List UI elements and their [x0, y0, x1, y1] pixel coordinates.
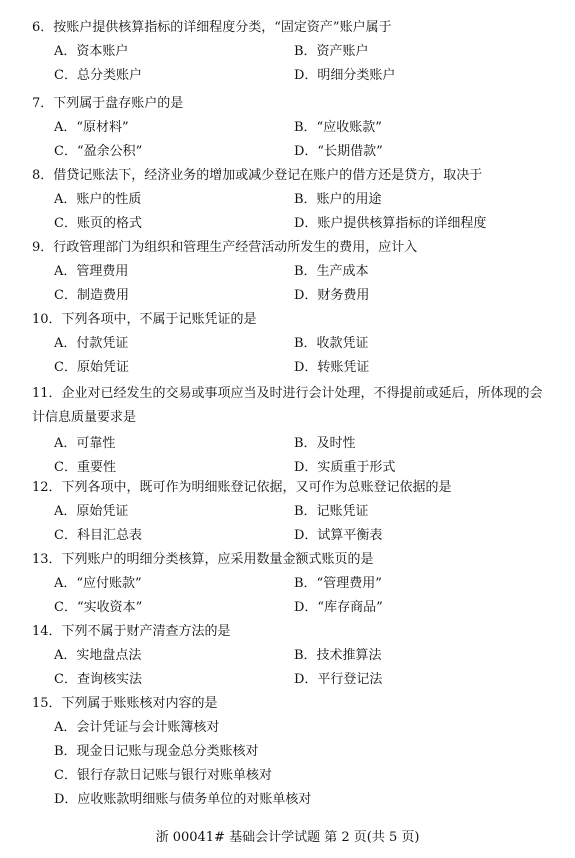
option-d: D．转账凭证: [294, 360, 370, 375]
option-c: C．科目汇总表: [54, 528, 142, 543]
option-c: C．重要性: [54, 460, 116, 475]
option-d: D．“库存商品”: [294, 600, 383, 615]
option-b: B．资产账户: [294, 44, 369, 59]
option-c: C．总分类账户: [54, 68, 142, 83]
question-6: [32, 18, 552, 86]
question-7: [32, 94, 552, 162]
option-a: A．付款凭证: [54, 336, 129, 351]
option-a: A．“原材料”: [54, 120, 129, 135]
option-b: B．账户的用途: [294, 192, 382, 207]
option-a: A．可靠性: [54, 436, 116, 451]
question-14: [32, 622, 552, 690]
question-11: [32, 382, 552, 478]
option-a: A．资本账户: [54, 44, 129, 59]
question-stem: 7．下列属于盘存账户的是: [32, 96, 184, 111]
question-stem: 6．按账户提供核算指标的详细程度分类，“固定资产”账户属于: [32, 20, 392, 35]
option-b: B．“管理费用”: [294, 576, 382, 591]
options: [54, 434, 552, 478]
question-15: [32, 694, 552, 810]
options: [54, 334, 552, 378]
question-10: [32, 310, 552, 378]
option-d: D．账户提供核算指标的详细程度: [294, 216, 487, 231]
option-c: C．“盈余公积”: [54, 144, 143, 159]
option-a: A．管理费用: [54, 264, 129, 279]
question-stem: 10．下列各项中，不属于记账凭证的是: [32, 312, 257, 327]
question-8: [32, 166, 552, 234]
options: [54, 574, 552, 618]
page-footer: 浙 00041# 基础会计学试题 第 2 页(共 5 页): [155, 830, 420, 845]
options: [54, 502, 552, 546]
options: [54, 646, 552, 690]
option-a: A．实地盘点法: [54, 648, 142, 663]
option-b: B．技术推算法: [294, 648, 382, 663]
question-stem: 11．企业对已经发生的交易或事项应当及时进行会计处理，不得提前或延后，所体现的会计信息质量要求是: [32, 386, 543, 425]
option-b: B．记账凭证: [294, 504, 369, 519]
option-b: B．“应收账款”: [294, 120, 382, 135]
question-12: [32, 478, 552, 546]
option-c: C．账页的格式: [54, 216, 142, 231]
options: [54, 118, 552, 162]
question-9: [32, 238, 552, 306]
option-b: B．生产成本: [294, 264, 369, 279]
option-b: B．及时性: [294, 436, 356, 451]
option-d: D．平行登记法: [294, 672, 383, 687]
option-b: B．收款凭证: [294, 336, 369, 351]
question-stem: 8．借贷记账法下，经济业务的增加或减少登记在账户的借方还是贷方，取决于: [32, 168, 483, 183]
option-a: A．原始凭证: [54, 504, 129, 519]
options: [54, 718, 552, 810]
option-d: D．财务费用: [294, 288, 370, 303]
options: [54, 190, 552, 234]
question-13: [32, 550, 552, 618]
option-c: C．原始凭证: [54, 360, 129, 375]
option-a: A．“应付账款”: [54, 576, 142, 591]
question-stem: 9．行政管理部门为组织和管理生产经营活动所发生的费用，应计入: [32, 240, 418, 255]
option-d: D．实质重于形式: [294, 460, 396, 475]
question-stem: 12．下列各项中，既可作为明细账登记依据，又可作为总账登记依据的是: [32, 480, 452, 495]
options: [54, 262, 552, 306]
option-d: D．“长期借款”: [294, 144, 383, 159]
question-stem: 14．下列不属于财产清查方法的是: [32, 624, 231, 639]
option-a: A．会计凭证与会计账簿核对: [54, 720, 220, 735]
option-c: C．银行存款日记账与银行对账单核对: [54, 768, 272, 783]
option-c: C．查询核实法: [54, 672, 142, 687]
option-d: D．应收账款明细账与债务单位的对账单核对: [54, 792, 312, 807]
option-b: B．现金日记账与现金总分类账核对: [54, 744, 259, 759]
option-a: A．账户的性质: [54, 192, 142, 207]
option-c: C．“实收资本”: [54, 600, 143, 615]
question-stem: 15．下列属于账账核对内容的是: [32, 696, 218, 711]
question-stem: 13．下列账户的明细分类核算，应采用数量金额式账页的是: [32, 552, 374, 567]
option-d: D．明细分类账户: [294, 68, 396, 83]
options: [54, 42, 552, 86]
option-d: D．试算平衡表: [294, 528, 383, 543]
option-c: C．制造费用: [54, 288, 129, 303]
